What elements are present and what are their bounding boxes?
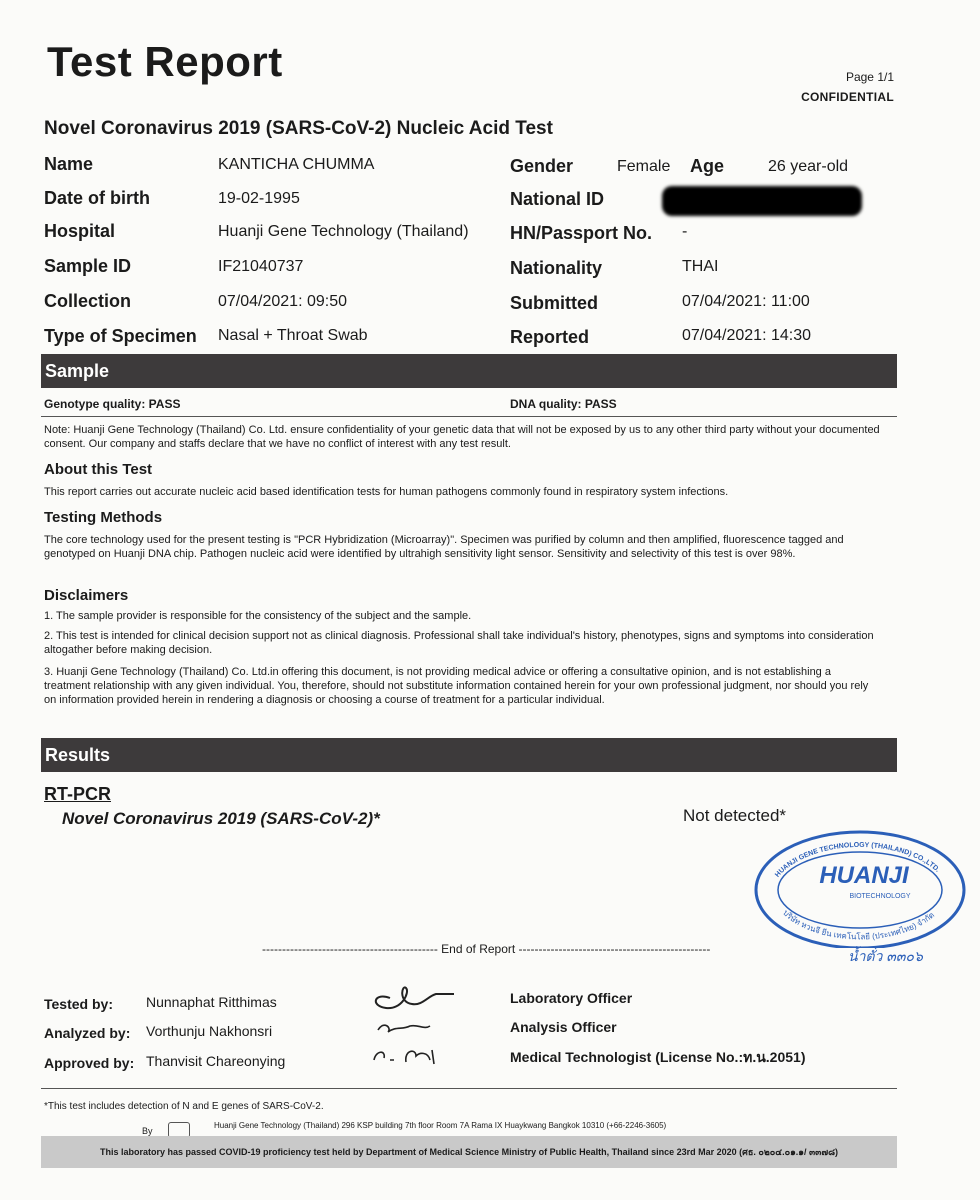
redacted-national-id	[662, 186, 862, 216]
results-section-bar: Results	[41, 738, 897, 772]
nationality-label: Nationality	[510, 258, 603, 278]
test-name: Novel Coronavirus 2019 (SARS-CoV-2)*	[62, 809, 380, 828]
methods-heading: Testing Methods	[44, 509, 163, 526]
tested-by-label: Tested by:	[44, 996, 113, 1012]
sample-id-label: Sample ID	[44, 256, 132, 276]
gender-value: Female	[617, 158, 671, 175]
methods-text: The core technology used for the present testing is "PCR Hybridization (Microarray)". Specimen was purified by column and then amplified, fluorescence tagged and genotyped on Huanji DNA chip. Pathogen nucleic acid were identified by ultrahigh sensitivity light sensor. Sensitivity and selectivity of this test is over 98%.	[44, 534, 844, 560]
confidential-label: CONFIDENTIAL	[801, 90, 894, 104]
signature-1	[376, 987, 454, 1008]
reported-value: 07/04/2021: 14:30	[682, 327, 812, 344]
report-title: Test Report	[47, 38, 283, 85]
specimen-label: Type of Specimen	[44, 326, 197, 346]
signatures-image	[366, 984, 466, 1074]
approved-by-label: Approved by:	[44, 1055, 135, 1071]
hn-value: -	[682, 223, 688, 240]
approved-by-role: Medical Technologist (License No.:ท.น.2051)	[510, 1049, 806, 1065]
dob-label: Date of birth	[44, 188, 150, 208]
sample-id-value: IF21040737	[218, 258, 304, 275]
test-result: Not detected*	[683, 806, 787, 825]
stamp-brand: HUANJI	[819, 862, 909, 889]
about-text: This report carries out accurate nucleic acid based identification tests for human pathogens commonly found in respiratory system infections.	[44, 486, 729, 498]
hn-label: HN/Passport No.	[510, 223, 653, 243]
analyzed-by-role: Analysis Officer	[510, 1019, 617, 1035]
svg-text:บริษัท หวนจี ยีน เทคโนโลยี (ปร	[781, 908, 936, 941]
disclaimers-heading: Disclaimers	[44, 587, 129, 604]
company-stamp	[752, 818, 968, 948]
stamp-handwritten-note: น้ำตั๋ว ๓๓๐๖	[848, 948, 923, 964]
about-heading: About this Test	[44, 461, 153, 478]
stamp-top-text: HUANJI GENE TECHNOLOGY (THAILAND) CO.,LTD.	[774, 841, 941, 879]
approved-by-name: Thanvisit Chareonying	[146, 1053, 286, 1069]
gender-label: Gender	[510, 156, 574, 176]
rt-pcr-label: RT-PCR	[44, 784, 111, 804]
submitted-label: Submitted	[510, 293, 598, 313]
disclaimer-2: 2. This test is intended for clinical decision support not as clinical diagnosis. Professional shall take individual's history, phenotypes, signs and symptoms into consideration altogather before making decision.	[44, 630, 874, 656]
genotype-quality: Genotype quality: PASS	[44, 397, 181, 411]
confidentiality-note: Note: Huanji Gene Technology (Thailand) Co. Ltd. ensure confidentiality of your genetic data that will not be exposed by us to any other third party without your documented consent. Our company and staffs declare that we have no conflict of interest with any test result.	[44, 424, 880, 450]
name-value: KANTICHA CHUMMA	[218, 156, 375, 173]
disclaimer-3: 3. Huanji Gene Technology (Thailand) Co. Ltd.in offering this document, is not providing medical advice or offering a consultative opinion, and is not establishing a treatment relationship with any given individual. You, therefore, should not substitute information contained herein for your own professional judgment, nor should you rely on information provided herein in rendering a diagnosis or choosing a course of treatment for a particular individual.	[44, 666, 869, 706]
collection-label: Collection	[44, 291, 132, 311]
tested-by-name: Nunnaphat Ritthimas	[146, 994, 277, 1010]
hospital-label: Hospital	[44, 221, 116, 241]
page-number: Page 1/1	[845, 70, 894, 84]
specimen-value: Nasal + Throat Swab	[218, 327, 368, 344]
dna-quality: DNA quality: PASS	[510, 397, 617, 411]
analyzed-by-name: Vorthunju Nakhonsri	[146, 1023, 273, 1039]
footnote: *This test includes detection of N and E genes of SARS-CoV-2.	[44, 1101, 324, 1112]
end-of-report: -------------------------------------------- End of Report ------------------------------------------------	[262, 942, 711, 956]
analyzed-by-label: Analyzed by:	[44, 1025, 131, 1041]
tested-by-role: Laboratory Officer	[510, 990, 633, 1006]
reported-label: Reported	[510, 327, 590, 347]
by-label: By	[142, 1126, 153, 1136]
stamp-outer-ring	[756, 832, 964, 948]
company-address: Huanji Gene Technology (Thailand) 296 KSP building 7th floor Room 7A Rama IX Huaykwang Bangkok 10310 (+66-2246-3605)	[214, 1121, 667, 1130]
hospital-value: Huanji Gene Technology (Thailand)	[218, 223, 469, 240]
report-subtitle: Novel Coronavirus 2019 (SARS-CoV-2) Nucleic Acid Test	[44, 118, 553, 139]
divider	[41, 416, 897, 417]
stamp-brand-sub: BIOTECHNOLOGY	[849, 893, 911, 900]
stamp-bottom-text: บริษัท หวนจี ยีน เทคโนโลยี (ประเทศไทย) จำกัด	[781, 908, 937, 942]
sample-section-bar: Sample	[41, 354, 897, 388]
signature-3	[374, 1050, 434, 1064]
national-id-label: National ID	[510, 189, 605, 209]
proficiency-band: This laboratory has passed COVID-19 proficiency test held by Department of Medical Science Ministry of Public Health, Thailand since 23rd Mar 2020 (ศธ. ๐๒๐๔.๐๑.๑/ ๓๓๗๘)	[41, 1136, 897, 1168]
nationality-value: THAI	[682, 258, 719, 275]
disclaimer-1: 1. The sample provider is responsible for the consistency of the subject and the sample.	[44, 610, 472, 622]
age-label: Age	[690, 156, 725, 176]
collection-value: 07/04/2021: 09:50	[218, 293, 348, 310]
signature-2	[378, 1025, 430, 1032]
age-value: 26 year-old	[768, 158, 849, 175]
dob-value: 19-02-1995	[218, 190, 300, 207]
submitted-value: 07/04/2021: 11:00	[682, 293, 810, 310]
name-label: Name	[44, 154, 94, 174]
footer-divider	[41, 1088, 897, 1089]
